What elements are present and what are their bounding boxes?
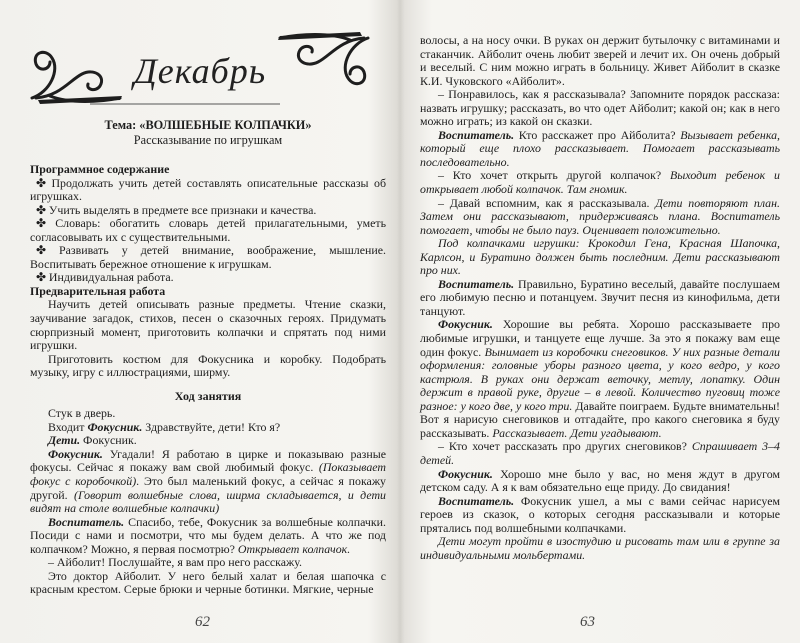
right-page: [400, 0, 800, 643]
lesson-heading: [30, 118, 386, 148]
lesson-topic: Тема: «ВОЛШЕБНЫЕ КОЛПАЧКИ»: [104, 118, 312, 132]
chapter-header: [30, 0, 386, 118]
program-item: ✤ Развивать у детей внимание, воображение, мышление. Воспитывать бережное отношение к игрушкам.: [30, 243, 386, 271]
paragraph: Фокусник. Хорошие вы ребята. Хорошо рассказываете про любимые игрушки, и танцуете еще лучше. За это я покажу вам еще один фокус. Вынимает из коробочки снеговиков. У них разные детали оформления: головные уборы разного цвета, у кого ведро, у кого кастрюля. В руках они держат веточку, метлу, лопатку. Один держит в правой руке, другие – в левой. Количество пуговиц тоже разное: у кого две, у кого три. Давайте поиграем. Будьте внимательны! Вот я нарисую снеговиков и отгадайте, про какого снеговика я буду рассказывать. Рассказывает. Дети угадывают.: [420, 317, 781, 440]
paragraph: Дети могут пройти в изостудию и рисовать там или в группе за индивидуальными мольбертами.: [420, 534, 780, 562]
paragraph: Это доктор Айболит. У него белый халат и белая шапочка с красным крестом. Серые брюки и черные ботинки. Мягкие, черные: [30, 568, 386, 597]
course-heading: Ход занятия: [174, 388, 242, 403]
paragraph: Под колпачками игрушки: Крокодил Гена, Красная Шапочка, Карлсон, и Буратино должен быть последним. Дети рассказывают про них.: [420, 236, 780, 278]
page-number: 62: [195, 614, 210, 630]
paragraph: Воспитатель. Спасибо, тебе, Фокусник за волшебные колпачки. Посиди с нами и посмотри, что мы будем делать. А что же под колпачком? Можно, я первая посмотрю? Открывает колпачок.: [30, 514, 386, 556]
paragraph: Дети. Фокусник.: [48, 433, 137, 448]
paragraph: Стук в дверь.: [48, 406, 116, 421]
paragraph: – Айболит! Послушайте, я вам про него расскажу.: [48, 555, 302, 570]
paragraph: Воспитатель. Правильно, Буратино веселый, давайте послушаем его любимую песню и потанцуем. Звучит песня из кинофильма, дети танцуют.: [420, 276, 780, 318]
program-item: ✤ Продолжать учить детей составлять описательные рассказы об игрушках.: [30, 175, 386, 204]
paragraph: – Кто хочет рассказать про других снеговиков? Спрашивает 3–4 детей.: [420, 439, 780, 467]
program-heading: Программное содержание: [30, 162, 170, 176]
prelim-text: Приготовить костюм для Фокусника и коробку. Подобрать музыку, игру с иллюстрациями, ширму.: [30, 351, 386, 380]
program-item: ✤ Индивидуальная работа.: [36, 270, 174, 285]
paragraph: Фокусник. Хорошо мне было у вас, но меня ждут в другом детском саду. А я к вам обязательно еще приду. До свидания!: [420, 466, 780, 495]
paragraph: волосы, а на носу очки. В руках он держит бутылочку с витаминами и стаканчик. Айболит очень любит зверей и лечит их. Он очень добрый и веселый. С ним можно играть в больницу. Живет Айболит в сказке К.И. Чуковского «Айболит».: [420, 33, 780, 88]
paragraph: – Понравилось, как я рассказывала? Запомните порядок рассказа: назвать игрушку; рассказать, во что одет Айболит; какой он; как в него можно играть; из какой он сказки.: [420, 87, 780, 129]
paragraph: – Кто хочет открыть другой колпачок? Выходит ребенок и открывает любой колпачок. Там гномик.: [420, 168, 780, 197]
paragraph: – Давай вспомним, как я рассказывала. Дети повторяют план. Затем они рассказывают, придерживаясь плана. Воспитатель помогает, чтобы не было пауз. Оценивает положительно.: [420, 195, 780, 237]
page-number: 63: [580, 614, 595, 630]
month-title: Декабрь: [133, 51, 267, 91]
paragraph: Воспитатель. Фокусник ушел, а мы с вами сейчас нарисуем героев из сказок, о которых сегодня рассказывали и которые прятались под волшебными колпачками.: [420, 493, 780, 535]
paragraph: Входит Фокусник. Здравствуйте, дети! Кто я?: [48, 419, 281, 434]
program-item: ✤ Учить выделять в предмете все признаки и качества.: [36, 202, 317, 217]
paragraph: Фокусник. Угадали! Я работаю в цирке и показываю разные фокусы. Сейчас я покажу вам свой любимый фокус. (Показывает фокус с коробочкой). Это был маленький фокус, а сейчас я покажу другой. (Говорит волшебные слова, ширма складывается, и дети видят на столе волшебные колпачки): [30, 446, 386, 516]
prelim-text: Научить детей описывать разные предметы. Чтение сказки, заучивание загадок, стихов, песен о сказочных героях. Придумать сюрпризный момент, приготовить колпачки и спрятать под ними игрушки.: [30, 297, 386, 353]
program-item: ✤ Словарь: обогатить словарь детей прилагательными, уметь согласовывать их с существительными.: [30, 216, 386, 244]
paragraph: Воспитатель. Кто расскажет про Айболита? Вызывает ребенка, который еще плохо рассказывает. Помогает рассказывать последовательно.: [420, 127, 780, 169]
prelim-heading: Предварительная работа: [30, 283, 166, 298]
lesson-subtitle: Рассказывание по игрушкам: [133, 133, 283, 147]
